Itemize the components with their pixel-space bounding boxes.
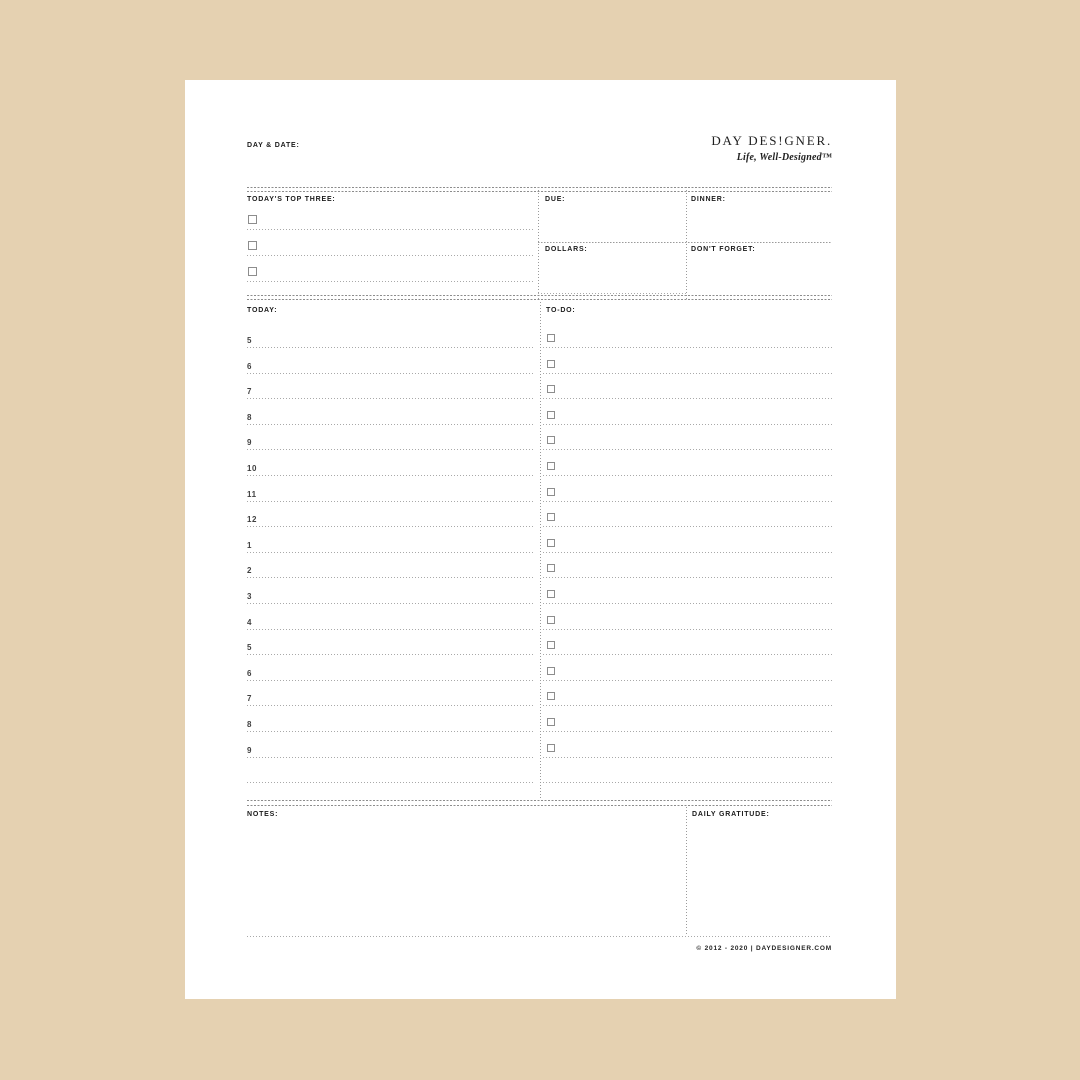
top-grid-vertical-divider (538, 187, 539, 299)
todo-label: TO-DO: (546, 307, 576, 314)
hour-label: 6 (247, 668, 253, 678)
todo-line (543, 347, 832, 348)
todo-line (543, 501, 832, 502)
todo-line (543, 603, 832, 604)
todo-checkbox (547, 360, 555, 368)
schedule-line (247, 526, 533, 527)
todo-checkbox (547, 744, 555, 752)
todo-checkbox (547, 488, 555, 496)
schedule-line (247, 782, 533, 783)
todo-line (543, 705, 832, 706)
hour-label: 2 (247, 566, 253, 576)
todo-line (543, 629, 832, 630)
top-three-line (247, 255, 533, 256)
todo-checkbox (547, 411, 555, 419)
schedule-line (247, 449, 533, 450)
top-three-checkbox (248, 241, 257, 250)
hour-label: 4 (247, 617, 253, 627)
today-label: TODAY: (247, 307, 278, 314)
schedule-line (247, 501, 533, 502)
hour-label: 9 (247, 745, 253, 755)
due-label: DUE: (545, 196, 566, 203)
hour-label: 8 (247, 720, 253, 729)
top-three-checkbox (248, 267, 257, 276)
dollars-label: DOLLARS: (545, 246, 588, 253)
todo-checkbox (547, 462, 555, 470)
top-three-label: TODAY'S TOP THREE: (247, 196, 336, 203)
todo-line (543, 475, 832, 476)
brand-tagline: Life, Well-Designed™ (736, 152, 832, 163)
todo-line (543, 526, 832, 527)
schedule-line (247, 705, 533, 706)
todo-line (543, 552, 832, 553)
planner-page (185, 80, 896, 999)
schedule-line (247, 424, 533, 425)
todo-checkbox (547, 436, 555, 444)
hour-label: 5 (247, 336, 253, 345)
todo-checkbox (547, 334, 555, 342)
schedule-line (247, 347, 533, 348)
day-date-label: DAY & DATE: (247, 142, 300, 149)
schedule-line (247, 629, 533, 630)
hour-label: 11 (247, 489, 257, 499)
top-grid-vertical-divider (686, 187, 687, 299)
top-three-checkbox (248, 215, 257, 224)
divider-rule (247, 191, 832, 192)
hour-label: 1 (247, 540, 253, 550)
todo-checkbox (547, 692, 555, 700)
todo-checkbox (547, 667, 555, 675)
schedule-line (247, 552, 533, 553)
schedule-line (247, 757, 533, 758)
hour-label: 3 (247, 592, 253, 601)
divider-rule (247, 805, 832, 806)
todo-line (543, 424, 832, 425)
brand-logo: DAY DES!GNER. (711, 133, 832, 148)
schedule-line (247, 603, 533, 604)
dollars-bottom-line (538, 293, 686, 294)
schedule-line (247, 680, 533, 681)
hour-label: 6 (247, 361, 253, 371)
dont-forget-label: DON'T FORGET: (691, 246, 756, 253)
notes-gratitude-divider (686, 807, 687, 936)
schedule-line (247, 577, 533, 578)
schedule-line (247, 475, 533, 476)
todo-checkbox (547, 564, 555, 572)
notes-bottom-line (247, 936, 832, 937)
todo-line (543, 373, 832, 374)
hour-label: 10 (247, 464, 258, 473)
schedule-line (247, 398, 533, 399)
divider-rule (247, 800, 832, 801)
schedule-todo-divider (540, 302, 541, 800)
schedule-line (247, 731, 533, 732)
hour-label: 9 (247, 438, 253, 448)
notes-label: NOTES: (247, 811, 279, 818)
divider-rule (247, 299, 832, 300)
dinner-label: DINNER: (691, 196, 726, 203)
schedule-line (247, 373, 533, 374)
top-three-line (247, 229, 533, 230)
todo-line (543, 449, 832, 450)
top-grid-horizontal-divider (538, 242, 832, 243)
todo-checkbox (547, 539, 555, 547)
hour-label: 12 (247, 515, 258, 525)
todo-checkbox (547, 590, 555, 598)
todo-checkbox (547, 385, 555, 393)
hour-label: 7 (247, 387, 253, 397)
todo-line (543, 654, 832, 655)
todo-line (543, 731, 832, 732)
hour-label: 7 (247, 694, 253, 704)
todo-line (543, 398, 832, 399)
todo-checkbox (547, 718, 555, 726)
hour-label: 5 (247, 643, 253, 653)
copyright-text: © 2012 - 2020 | DAYDESIGNER.COM (696, 945, 832, 952)
todo-checkbox (547, 641, 555, 649)
divider-rule (247, 187, 832, 188)
todo-line (543, 577, 832, 578)
top-three-line (247, 281, 533, 282)
todo-line (543, 782, 832, 783)
todo-line (543, 757, 832, 758)
todo-checkbox (547, 513, 555, 521)
todo-line (543, 680, 832, 681)
schedule-line (247, 654, 533, 655)
todo-checkbox (547, 616, 555, 624)
gratitude-label: DAILY GRATITUDE: (692, 811, 770, 818)
divider-rule (247, 295, 832, 296)
hour-label: 8 (247, 412, 253, 422)
